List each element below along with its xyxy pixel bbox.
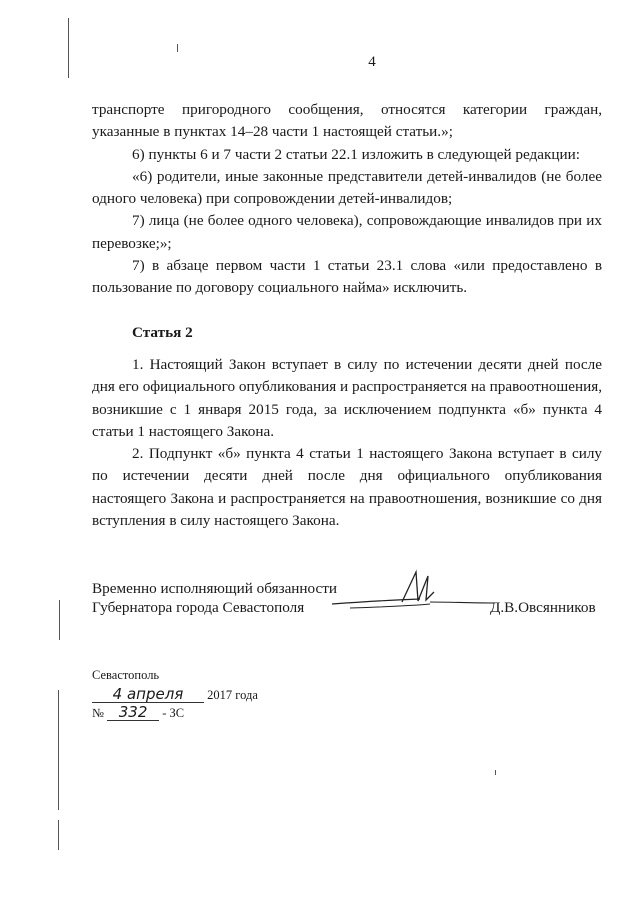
- document-body: [92, 99, 602, 532]
- number-prefix: №: [92, 706, 104, 720]
- scan-mark: [68, 18, 69, 78]
- article-heading: Статья 2: [132, 323, 193, 341]
- number-line: [92, 704, 258, 722]
- document-footer: [92, 666, 258, 722]
- article-paragraph-2: 2. Подпункт «б» пункта 4 статьи 1 настоящего Закона вступает в силу по истечении десяти дней после дня официального опубликования настоящего Закона и распространяется на правоотношения, возникшие со дня вступления в силу настоящего Закона.: [92, 445, 602, 530]
- handwritten-signature: [330, 566, 500, 616]
- article-paragraph-1: 1. Настоящий Закон вступает в силу по истечении десяти дней после дня его официального опубликования и распространяется на правоотношения, возникшие с 1 января 2015 года, за исключением подпункта «б» пункта 4 статьи 1 настоящего Закона.: [92, 355, 602, 440]
- scan-mark: [495, 770, 496, 775]
- paragraph-3: «6) родители, иные законные представители детей-инвалидов (не более одного человека) при сопровождении детей-инвалидов;: [92, 167, 602, 208]
- position-line-2: Губернатора города Севастополя: [92, 599, 305, 616]
- scan-mark: [177, 44, 178, 52]
- paragraph-2: 6) пункты 6 и 7 части 2 статьи 22.1 изложить в следующей редакции:: [132, 145, 581, 163]
- year-suffix: 2017 года: [207, 688, 258, 702]
- scan-mark: [58, 820, 59, 850]
- scan-mark: [59, 600, 60, 640]
- position-line-1: Временно исполняющий обязанности: [92, 580, 338, 597]
- date-line: [92, 686, 258, 704]
- handwritten-date: 4 апреля: [92, 686, 204, 703]
- paragraph-4: 7) лица (не более одного человека), сопровождающие инвалидов при их перевозке;»;: [92, 212, 602, 252]
- page-number: 4: [368, 54, 376, 70]
- number-suffix: - ЗС: [162, 706, 185, 720]
- paragraph-1: транспорте пригородного сообщения, относятся категории граждан, указанные в пунктах 14–28 части 1 настоящей статьи.»;: [92, 101, 602, 141]
- scan-mark: [58, 690, 59, 810]
- signatory-name: Д.В.Овсянников: [490, 599, 596, 616]
- paragraph-5: 7) в абзаце первом части 1 статьи 23.1 слова «или предоставлено в пользование по договору социального найма» исключить.: [92, 257, 602, 297]
- city: Севастополь: [92, 668, 160, 682]
- handwritten-number: 332: [107, 704, 159, 721]
